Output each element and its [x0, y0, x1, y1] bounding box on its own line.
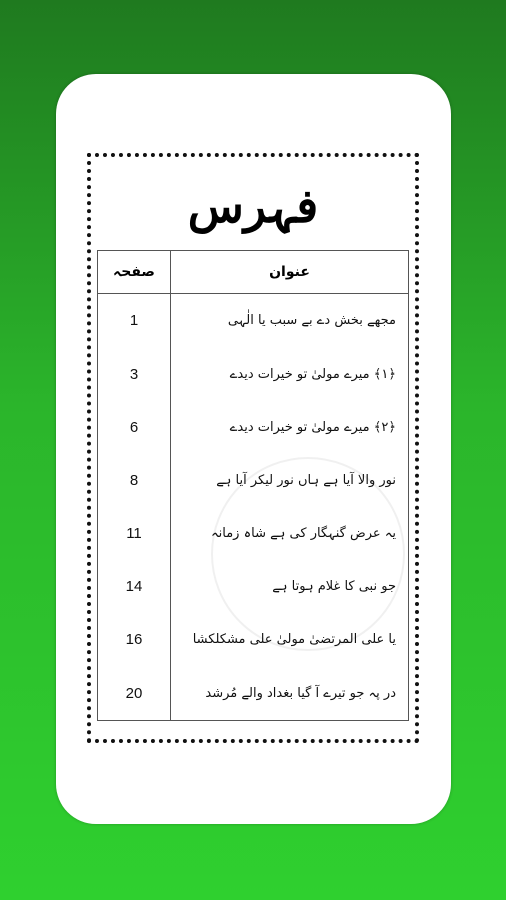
table-row[interactable] — [98, 454, 409, 507]
table-row[interactable] — [98, 666, 409, 721]
content-card — [56, 74, 451, 824]
row-page: 6 — [98, 401, 171, 454]
row-title: جو نبی کا غلام ہوتا ہے — [171, 560, 409, 613]
row-title: ﴿۱﴾ میرے مولیٰ تو خیرات دیدے — [171, 348, 409, 401]
row-title: یا علی المرتضیٰ مولیٰ علی مشکلکشا — [171, 613, 409, 666]
row-title: ﴿۲﴾ میرے مولیٰ تو خیرات دیدے — [171, 401, 409, 454]
header-page: صفحہ — [98, 251, 171, 294]
row-title: مجھے بخش دے بے سبب یا الٰہی — [171, 294, 409, 348]
header-title: عنوان — [171, 251, 409, 294]
table-row[interactable] — [98, 613, 409, 666]
table-row[interactable] — [98, 294, 409, 348]
row-page: 16 — [98, 613, 171, 666]
row-page: 11 — [98, 507, 171, 560]
table-row[interactable] — [98, 560, 409, 613]
page-title: فہرس — [187, 179, 319, 233]
table-header-row — [98, 251, 409, 294]
row-page: 14 — [98, 560, 171, 613]
row-page: 3 — [98, 348, 171, 401]
row-page: 1 — [98, 294, 171, 348]
table-row[interactable] — [98, 507, 409, 560]
row-page: 20 — [98, 666, 171, 721]
row-title: یہ عرض گنہگار کی ہے شاہ زمانہ — [171, 507, 409, 560]
table-row[interactable] — [98, 348, 409, 401]
row-page: 8 — [98, 454, 171, 507]
dotted-frame — [87, 153, 419, 743]
row-title: در پہ جو تیرے آ گیا بغداد والے مُرشد — [171, 666, 409, 721]
table-row[interactable] — [98, 401, 409, 454]
index-table-wrap — [97, 250, 409, 721]
index-table — [97, 250, 409, 721]
row-title: نور والا آیا ہے ہاں نور لیکر آیا ہے — [171, 454, 409, 507]
